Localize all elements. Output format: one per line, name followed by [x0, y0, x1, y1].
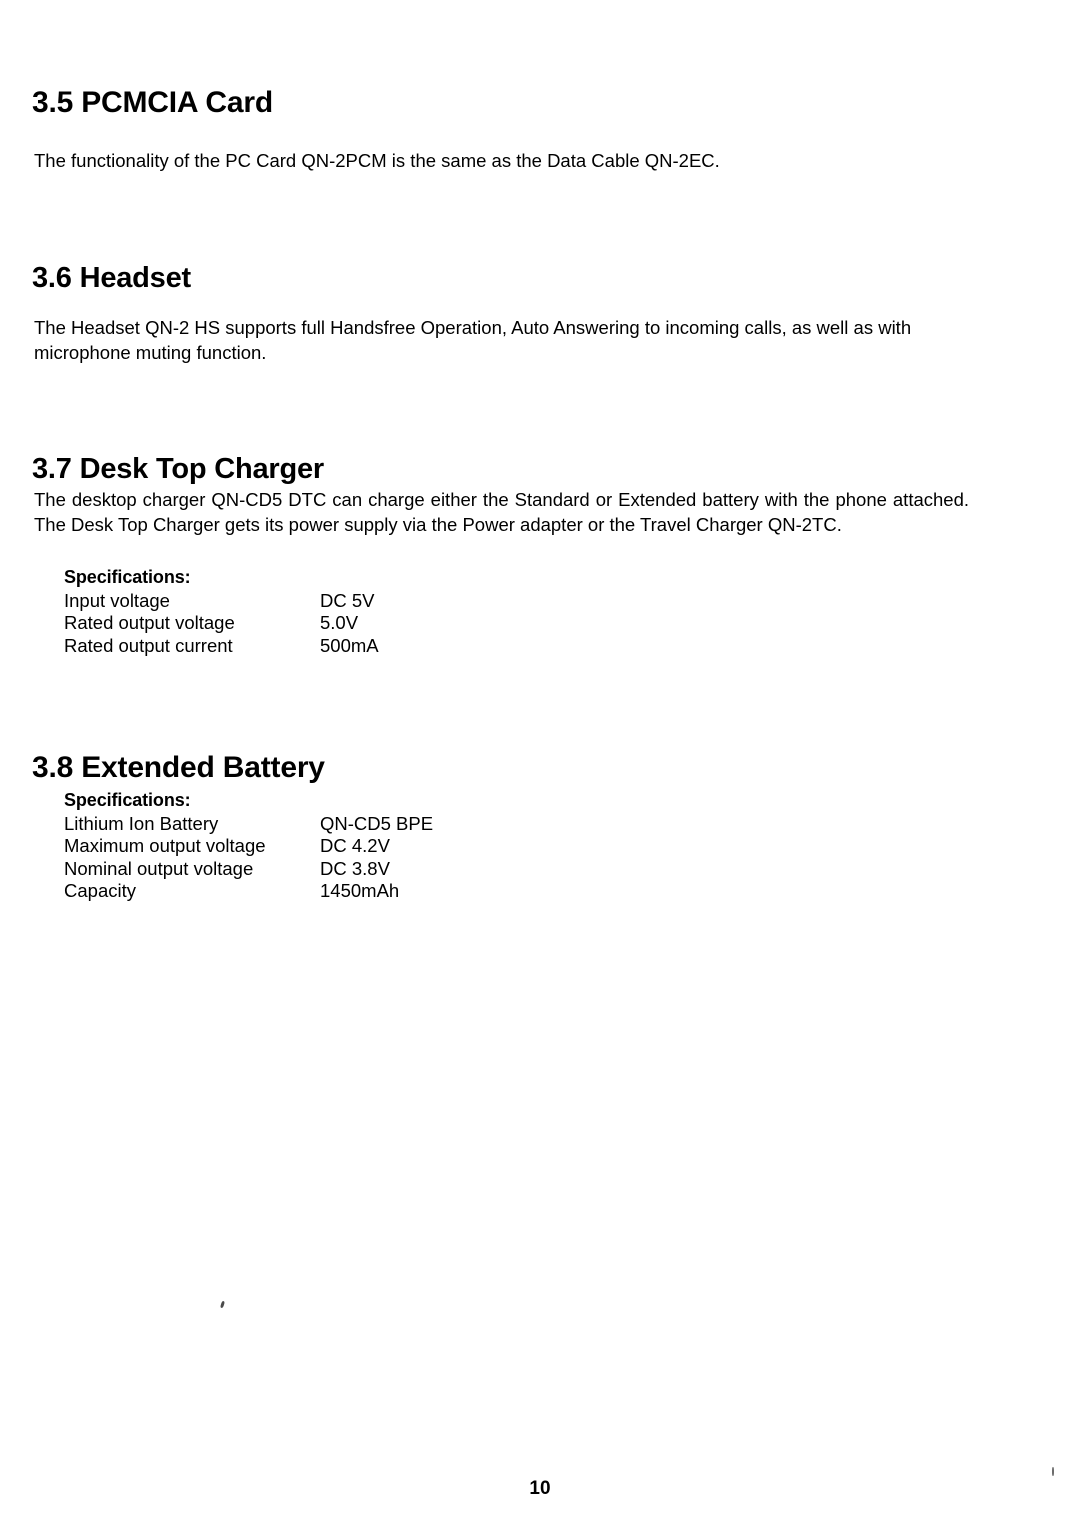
specifications-title: Specifications: — [64, 790, 191, 810]
paragraph-headset: The Headset QN-2 HS supports full Handsfree Operation, Auto Answering to incoming calls, as well as with microphone muting function. — [34, 316, 912, 363]
spec-label: Maximum output voltage — [64, 835, 266, 856]
paragraph-desk-top-charger-line-2: The Desk Top Charger gets its power supply via the Power adapter or the Travel Charger QN-2TC. — [34, 514, 842, 535]
specifications-title: Specifications: — [64, 567, 191, 587]
spec-label: Lithium Ion Battery — [64, 812, 219, 834]
spec-value: DC 5V — [320, 589, 375, 611]
spec-value: DC 3.8V — [320, 857, 390, 879]
spec-row — [64, 857, 390, 881]
spec-row — [64, 589, 375, 613]
spec-row — [64, 880, 400, 903]
spec-label: Rated output voltage — [64, 612, 235, 633]
spec-value: DC 4.2V — [320, 835, 390, 856]
heading-pcmcia-card: 3.5 PCMCIA Card — [32, 85, 273, 119]
spec-row — [64, 612, 359, 635]
spec-value: 1450mAh — [320, 880, 400, 901]
spec-row — [64, 835, 390, 858]
spec-row — [64, 634, 379, 658]
spec-label: Input voltage — [64, 589, 170, 611]
paragraph-pcmcia-card: The functionality of the PC Card QN-2PCM is the same as the Data Cable QN-2EC. — [34, 149, 720, 171]
paragraph-desk-top-charger-line-1: The desktop charger QN-CD5 DTC can charge either the Standard or Extended battery with the phone attached. — [34, 489, 969, 510]
heading-headset: 3.6 Headset — [32, 262, 191, 295]
scan-artifact-speck — [1052, 1467, 1054, 1476]
heading-extended-battery: 3.8 Extended Battery — [32, 750, 325, 784]
paragraph-desk-top-charger — [34, 487, 969, 537]
spec-label: Rated output current — [64, 634, 233, 656]
spec-row — [64, 812, 434, 836]
heading-desk-top-charger: 3.7 Desk Top Charger — [32, 453, 325, 486]
specifications-extended-battery — [64, 789, 434, 903]
spec-label: Capacity — [64, 880, 136, 901]
scan-artifact-speck — [220, 1301, 225, 1309]
spec-value: QN-CD5 BPE — [320, 812, 434, 834]
page-number: 10 — [529, 1478, 551, 1499]
spec-label: Nominal output voltage — [64, 857, 254, 879]
spec-value: 5.0V — [320, 612, 359, 633]
spec-value: 500mA — [320, 634, 379, 656]
specifications-desk-top-charger — [64, 566, 379, 657]
